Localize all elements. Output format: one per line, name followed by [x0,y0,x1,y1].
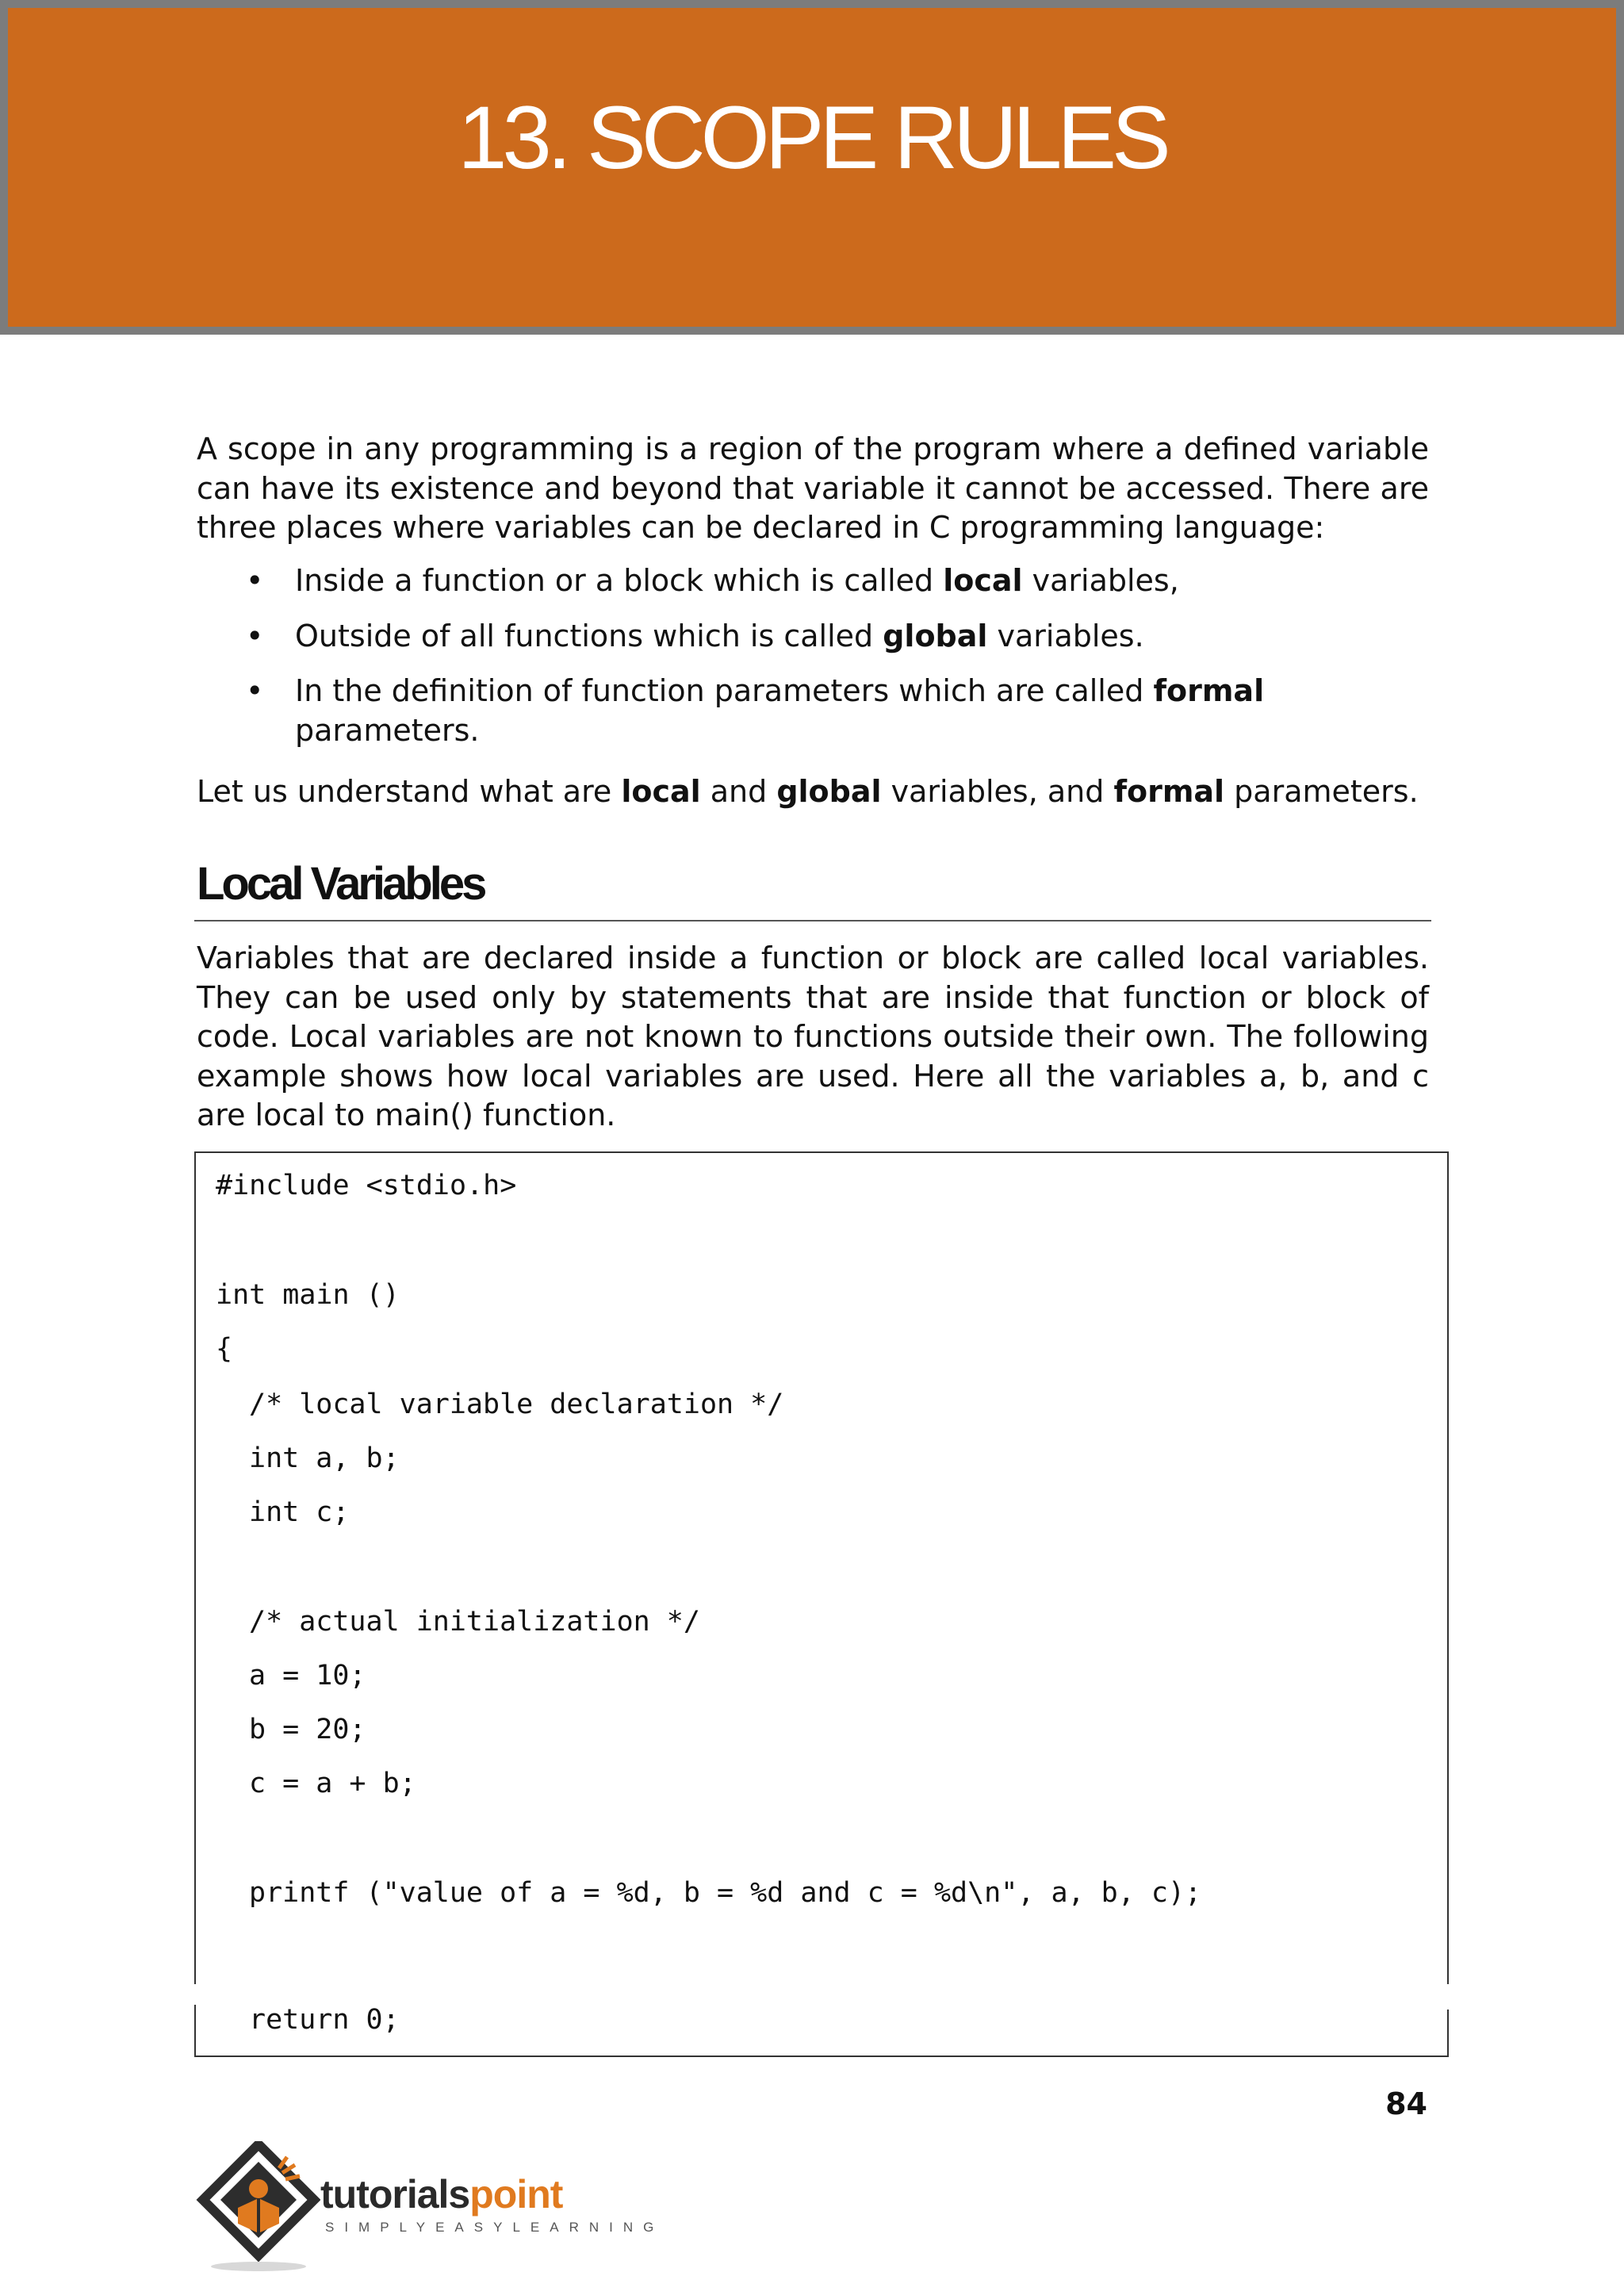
bullet-global [197,617,1429,657]
bullet-text: variables. [987,618,1144,653]
logo-word-point: point [469,2172,563,2216]
code-block-break [1441,1984,1452,2010]
logo-diamond-icon [193,2141,320,2273]
bullet-text: parameters. [295,712,480,748]
section-heading: Local Variables [197,858,485,910]
bullet-text: Inside a function or a block which is called [295,563,944,598]
intro-paragraph: A scope in any programming is a region of the program where a defined variable can have its existence and beyond that variable it cannot be accessed. There are three places where variables can be declared in C programming language: [197,431,1429,545]
code-line: printf ("value of a = %d, b = %d and c = %d\n", a, b, c); [249,1877,1202,1909]
bullet-text: Outside of all functions which is called [295,618,883,653]
code-line: /* actual initialization */ [249,1606,700,1638]
local-variables-paragraph: Variables that are declared inside a function or block are called local variables. They can be used only by statements that are inside that function or block of code. Local variables are not known to functions outside their own. The following example shows how local variables are used. Here all the variables a, b, and c are local to main() function. [197,941,1429,1132]
code-line: int main () [216,1279,400,1311]
summary-paragraph [197,772,1429,812]
section-divider [194,920,1431,921]
summary-text: Let us understand what are [197,774,622,809]
code-line: a = 10; [249,1660,366,1692]
code-line: #include <stdio.h> [216,1170,517,1201]
summary-text: variables, and [881,774,1114,809]
chapter-title: 13. SCOPE RULES [458,88,1166,187]
code-block-break [191,1984,199,2005]
bullet-local [197,561,1429,601]
bullet-keyword: formal [1153,673,1265,708]
summary-text: and [700,774,777,809]
logo-tagline: SIMPLYEASYLEARNING [325,2220,665,2235]
bullet-dot: • [246,563,264,598]
code-line: b = 20; [249,1714,366,1745]
bullet-dot: • [246,618,264,653]
code-line: c = a + b; [249,1768,416,1799]
code-line: int a, b; [249,1443,400,1474]
bullet-text: variables, [1022,563,1179,598]
bullet-text: In the definition of function parameters which are called [295,673,1154,708]
code-line: return 0; [249,2004,400,2036]
summary-text: parameters. [1224,774,1419,809]
scope-bullet-list [197,561,1429,766]
bullet-keyword: global [883,618,988,653]
summary-keyword: global [776,774,882,809]
code-line: { [216,1333,233,1365]
chapter-banner [0,0,1624,335]
summary-keyword: local [621,774,701,809]
code-line: int c; [249,1496,350,1528]
code-line: /* local variable declaration */ [249,1389,784,1420]
bullet-formal [197,672,1429,750]
page-number: 84 [1385,2086,1427,2121]
logo-word-tutorials: tutorials [320,2172,470,2216]
tutorialspoint-logo [193,2141,665,2273]
summary-keyword: formal [1113,774,1225,809]
bullet-dot: • [246,673,264,708]
bullet-keyword: local [943,563,1023,598]
logo-wordmark [320,2174,562,2214]
